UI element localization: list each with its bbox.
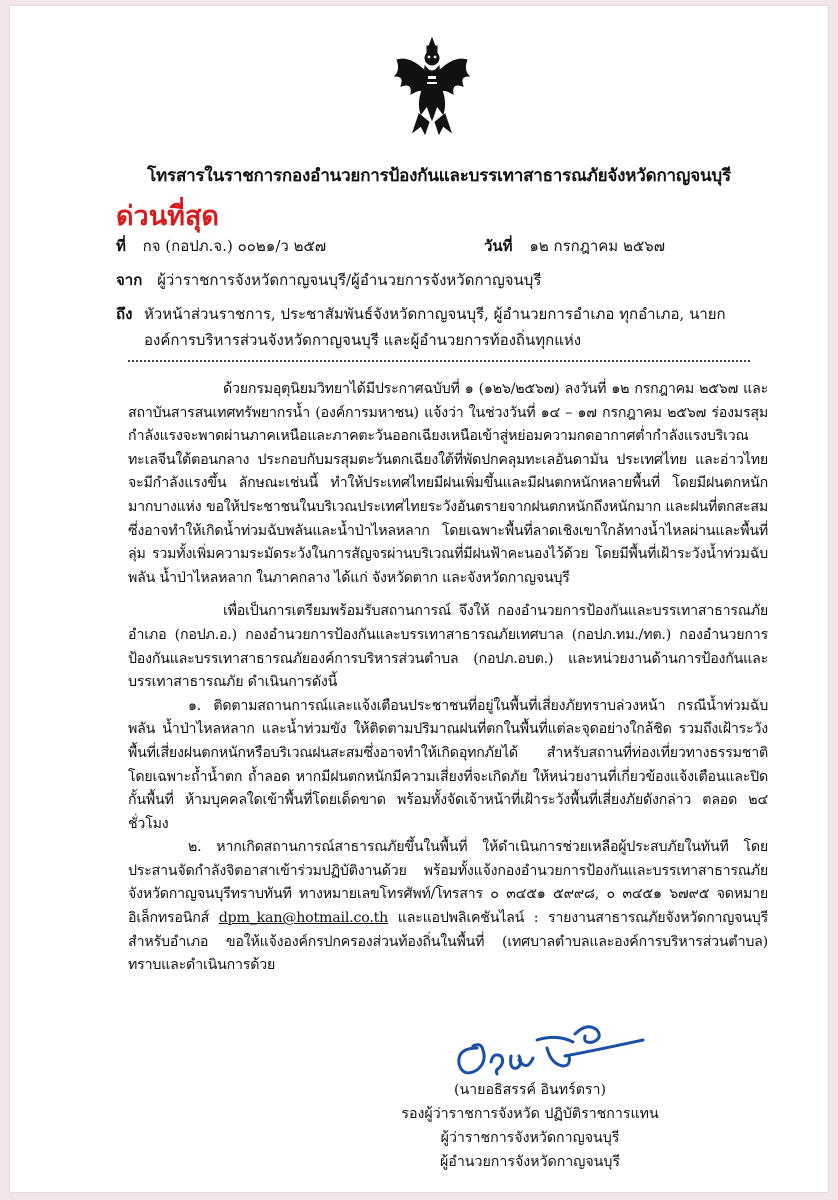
ref-value: กจ (กอปภ.จ.) ๐๐๒๑/ว ๒๕๗ [142,237,327,255]
from-line [116,268,541,292]
from-value: ผู้ว่าราชการจังหวัดกาญจนบุรี/ผู้อำนวยการจังหวัดกาญจนบุรี [157,271,542,289]
to-label: ถึง [116,305,133,323]
item-2-text: ๒. หากเกิดสถานการณ์สาธารณภัยขึ้นในพื้นที่ ให้ดำเนินการช่วยเหลือผู้ประสบภัยในทันที โดยประสานจัดกำลังจิตอาสาเข้าร่วมปฏิบัติงานด้วย พร้อมทั้งแจ้งกองอำนวยการป้องกันและบรรเทาสาธารณภัยจังหวัดกาญจนบุรีทราบทันที ทางหมายเลขโทรศัพท์/โทรสาร ๐ ๓๔๕๑ ๕๙๙๘, ๐ ๓๔๕๑ ๖๗๙๕ จดหมายอิเล็กทรอนิกส์ [128,839,768,927]
reference-number [116,234,326,258]
to-line [116,301,756,353]
email-link[interactable]: dpm_kan@hotmail.co.th [218,910,389,927]
document-page [10,6,828,1192]
garuda-emblem-icon [391,36,473,138]
date-label: วันที่ [484,237,513,255]
signature-block [370,1078,690,1174]
handwritten-signature [447,1012,657,1084]
ref-label: ที่ [116,237,126,255]
paragraph-announcement: ด้วยกรมอุตุนิยมวิทยาได้มีประกาศฉบับที่ ๑ (๑๒๖/๒๕๖๗) ลงวันที่ ๑๒ กรกฎาคม ๒๕๖๗ และสถาบันสารสนเทศทรัพยากรน้ำ (องค์การมหาชน) แจ้งว่า ในช่วงวันที่ ๑๔ – ๑๗ กรกฎาคม ๒๕๖๗ ร่องมรสุมกำลังแรงจะพาดผ่านภาคเหนือและภาคตะวันออกเฉียงเหนือเข้าสู่หย่อมความกดอากาศต่ำกำลังแรงบริเวณทะเลจีนใต้ตอนกลาง ประกอบกับมรสุมตะวันตกเฉียงใต้ที่พัดปกคลุมทะเลอันดามัน ประเทศไทย และอ่าวไทยจะมีกำลังแรงขึ้น ลักษณะเช่นนี้ ทำให้ประเทศไทยมีฝนเพิ่มขึ้นและมีฝนตกหนักหลายพื้นที่ โดยมีฝนตกหนักมากบางแห่ง ขอให้ประชาชนในบริเวณประเทศไทยระวังอันตรายจากฝนตกหนักถึงหนักมาก และฝนที่ตกสะสมซึ่งอาจทำให้เกิดน้ำท่วมฉับพลันและน้ำป่าไหลหลาก โดยเฉพาะพื้นที่ลาดเชิงเขาใกล้ทางน้ำไหลผ่านและพื้นที่ลุ่ม รวมทั้งเพิ่มความระมัดระวังในการสัญจรผ่านบริเวณที่มีฝนฟ้าคะนองไว้ด้วย โดยมีพื้นที่เฝ้าระวังน้ำท่วมฉับพลัน น้ำป่าไหลหลาก ในภาคกลาง ได้แก่ จังหวัดตาก และจังหวัดกาญจนบุรี [128,381,768,586]
urgency-label: ด่วนที่สุด [116,201,219,232]
to-value: หัวหน้าส่วนราชการ, ประชาสัมพันธ์จังหวัดกาญจนบุรี, ผู้อำนวยการอำเภอ ทุกอำเภอ, นายกองค์การบริหารส่วนจังหวัดกาญจนบุรี และผู้อำนวยการท้องถิ่นทุกแห่ง [144,305,726,349]
date-value: ๑๒ กรกฎาคม ๒๕๖๗ [529,237,665,255]
signer-title-1: รองผู้ว่าราชการจังหวัด ปฏิบัติราชการแทน [401,1106,659,1122]
paragraph-item-1: ๑. ติดตามสถานการณ์และแจ้งเตือนประชาชนที่อยู่ในพื้นที่เสี่ยงภัยทราบล่วงหน้า กรณีน้ำท่วมฉับพลัน น้ำป่าไหลหลาก และน้ำท่วมขัง ให้ติดตามปริมาณฝนที่ตกในพื้นที่แต่ละจุดอย่างใกล้ชิด รวมถึงเฝ้าระวังพื้นที่เสี่ยงฝนตกหนักหรือบริเวณฝนสะสมซึ่งอาจทำให้เกิดอุทกภัยได้ สำหรับสถานที่ท่องเที่ยวทางธรรมชาติ โดยเฉพาะถ้ำน้ำตก ถ้ำลอด หากมีฝนตกหนักมีความเสี่ยงที่จะเกิดภัย ให้หน่วยงานที่เกี่ยวข้องแจ้งเตือนและปิดกั้นพื้นที่ ห้ามบุคคลใดเข้าพื้นที่โดยเด็ดขาด พร้อมทั้งจัดเจ้าหน้าที่เฝ้าระวังพื้นที่เสี่ยงภัยดังกล่าว ตลอด ๒๔ ชั่วโมง [128,697,768,832]
document-date [484,234,665,258]
office-title: โทรสารในราชการกองอำนวยการป้องกันและบรรเทาสาธารณภัยจังหวัดกาญจนบุรี [147,166,731,186]
item-2-text-end: และแอปพลิเคชันไลน์ : รายงานสาธารณภัยจังหวัดกาญจนบุรี สำหรับอำเภอ ขอให้แจ้งองค์กรปกครองส่วนท้องถิ่นในพื้นที่ (เทศบาลตำบลและองค์การบริหารส่วนตำบล) ทราบและดำเนินการด้วย [128,910,769,974]
paragraph-preparation: เพื่อเป็นการเตรียมพร้อมรับสถานการณ์ จึงให้ กองอำนวยการป้องกันและบรรเทาสาธารณภัยอำเภอ (กอปภ.อ.) กองอำนวยการป้องกันและบรรเทาสาธารณภัยเทศบาล (กอปภ.ทม./ทต.) กองอำนวยการป้องกันและบรรเทาสาธารณภัยองค์การบริหารส่วนตำบล (กอปภ.อบต.) และหน่วยงานด้านการป้องกันและบรรเทาสาธารณภัย ดำเนินการดังนี้ [128,603,768,691]
paragraph-item-2 [128,836,768,978]
signer-name: (นายอธิสรรค์ อินทร์ตรา) [453,1082,607,1098]
dotted-divider [128,360,750,362]
from-label: จาก [116,271,143,289]
signer-title-3: ผู้อำนวยการจังหวัดกาญจนบุรี [439,1154,620,1170]
signer-title-2: ผู้ว่าราชการจังหวัดกาญจนบุรี [440,1130,620,1146]
letter-body [128,378,768,978]
